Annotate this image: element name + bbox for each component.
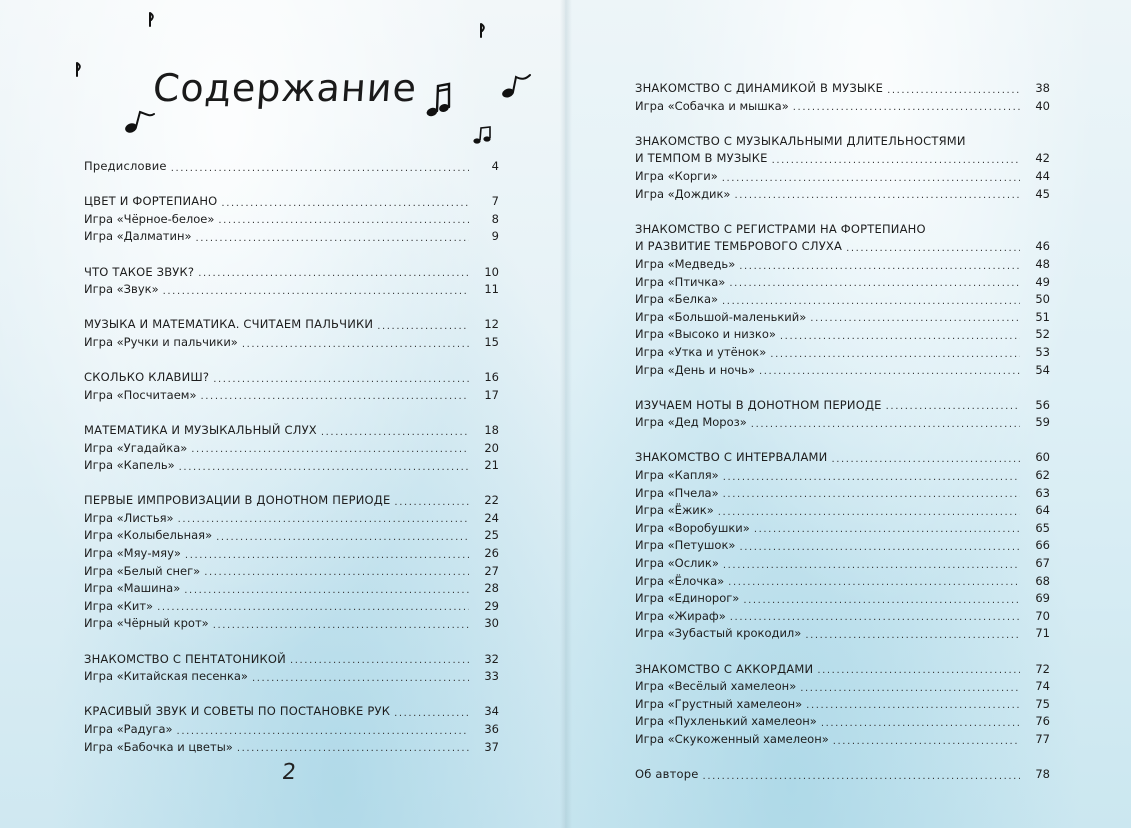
toc-section-row[interactable] xyxy=(635,238,1050,256)
toc-page-number: 22 xyxy=(484,493,499,508)
toc-page-number: 66 xyxy=(1035,538,1050,553)
toc-page-number: 21 xyxy=(484,458,499,473)
toc-item-label: Игра «Бабочка и цветы» xyxy=(84,739,233,754)
toc-item-row[interactable] xyxy=(84,545,499,563)
toc-page-number: 56 xyxy=(1035,397,1050,412)
dot-leader xyxy=(772,150,1020,168)
toc-page-number: 52 xyxy=(1035,327,1050,342)
dot-leader xyxy=(394,703,469,721)
toc-item-row[interactable] xyxy=(84,281,499,299)
eighth-note-icon xyxy=(474,22,492,42)
toc-section-label: И РАЗВИТИЕ ТЕМБРОВОГО СЛУХА xyxy=(635,239,843,254)
toc-item-row[interactable] xyxy=(635,256,1050,274)
toc-item-row[interactable] xyxy=(635,362,1050,380)
toc-page-number: 40 xyxy=(1035,98,1050,113)
dot-leader xyxy=(817,661,1020,679)
toc-page-number: 62 xyxy=(1035,468,1050,483)
toc-section-row[interactable] xyxy=(84,492,499,510)
toc-section-label: Об авторе xyxy=(635,767,699,782)
toc-page-number: 44 xyxy=(1035,168,1050,183)
beamed-notes-icon xyxy=(472,124,494,146)
toc-item-label: Игра «Пухленький хамелеон» xyxy=(635,714,817,729)
toc-spacer xyxy=(635,432,1050,450)
toc-item-row[interactable] xyxy=(635,573,1050,591)
toc-item-label: Игра «Кит» xyxy=(84,598,154,613)
dot-leader xyxy=(793,98,1020,116)
toc-item-label: Игра «Утка и утёнок» xyxy=(635,344,767,359)
toc-item-label: Игра «Ослик» xyxy=(635,556,719,571)
toc-page-number: 29 xyxy=(484,598,499,613)
dot-leader xyxy=(751,414,1020,432)
toc-item-row[interactable] xyxy=(84,615,499,633)
toc-page-number: 69 xyxy=(1035,591,1050,606)
dot-leader xyxy=(821,713,1020,731)
toc-item-row[interactable] xyxy=(635,168,1050,186)
toc-section-row[interactable] xyxy=(635,449,1050,467)
toc-section-row[interactable] xyxy=(84,369,499,387)
toc-item-label: Игра «Скукоженный хамелеон» xyxy=(635,731,829,746)
toc-item-row[interactable] xyxy=(84,334,499,352)
dot-leader xyxy=(394,492,469,510)
toc-item-label: Игра «Угадайка» xyxy=(84,440,188,455)
dot-leader xyxy=(770,344,1020,362)
toc-item-row[interactable] xyxy=(635,502,1050,520)
dot-leader xyxy=(723,467,1020,485)
dot-leader xyxy=(739,537,1020,555)
toc-page-number: 75 xyxy=(1035,696,1050,711)
toc-page-number: 74 xyxy=(1035,679,1050,694)
toc-section-heading: ЗНАКОМСТВО С РЕГИСТРАМИ НА ФОРТЕПИАНО xyxy=(635,221,926,236)
toc-item-label: Игра «Корги» xyxy=(635,168,718,183)
toc-item-label: Игра «Чёрное-белое» xyxy=(84,211,215,226)
toc-item-row[interactable] xyxy=(84,739,499,757)
toc-item-label: Игра «Мяу-мяу» xyxy=(84,546,181,561)
toc-item-row[interactable] xyxy=(635,537,1050,555)
toc-item-row[interactable] xyxy=(635,485,1050,503)
dot-leader xyxy=(886,397,1020,415)
dot-leader xyxy=(723,555,1020,573)
toc-section-label: Предисловие xyxy=(84,159,167,173)
toc-page-number: 49 xyxy=(1035,274,1050,289)
toc-spacer xyxy=(84,475,499,493)
dot-leader xyxy=(321,422,469,440)
toc-page-number: 54 xyxy=(1035,362,1050,377)
right-table-of-contents xyxy=(635,80,1050,784)
toc-item-row[interactable] xyxy=(635,467,1050,485)
toc-page-number: 37 xyxy=(484,739,499,754)
dot-leader xyxy=(728,573,1020,591)
toc-item-label: Игра «Белый снег» xyxy=(84,563,201,578)
toc-spacer xyxy=(635,643,1050,661)
eighth-note-icon xyxy=(142,10,162,32)
toc-page-number: 8 xyxy=(491,211,499,226)
toc-section-label: МАТЕМАТИКА И МУЗЫКАЛЬНЫЙ СЛУХ xyxy=(84,422,317,437)
toc-item-row[interactable] xyxy=(635,291,1050,309)
toc-spacer xyxy=(84,686,499,704)
toc-section-label: ЗНАКОМСТВО С ИНТЕРВАЛАМИ xyxy=(635,450,828,465)
toc-item-label: Игра «Высоко и низко» xyxy=(635,327,776,342)
eighth-note-icon xyxy=(500,72,532,100)
toc-page-number: 32 xyxy=(484,651,499,666)
toc-page-number: 50 xyxy=(1035,292,1050,307)
toc-page-number: 68 xyxy=(1035,573,1050,588)
toc-page-number: 24 xyxy=(484,510,499,525)
toc-spacer xyxy=(635,115,1050,133)
toc-item-row[interactable] xyxy=(635,713,1050,731)
toc-item-label: Игра «Ёжик» xyxy=(635,503,714,518)
dot-leader xyxy=(177,721,469,739)
toc-section-row[interactable] xyxy=(84,158,499,176)
dot-leader xyxy=(377,316,469,334)
toc-item-row[interactable] xyxy=(84,211,499,229)
toc-item-label: Игра «Далматин» xyxy=(84,229,192,244)
toc-page-number: 78 xyxy=(1035,767,1050,782)
dot-leader xyxy=(171,158,469,176)
dot-leader xyxy=(703,766,1020,784)
toc-section-label: ЦВЕТ И ФОРТЕПИАНО xyxy=(84,194,218,209)
dot-leader xyxy=(184,580,469,598)
toc-page-number: 20 xyxy=(484,440,499,455)
toc-section-row[interactable] xyxy=(635,661,1050,679)
toc-spacer xyxy=(635,379,1050,397)
right-page xyxy=(565,0,1131,828)
toc-item-label: Игра «Капель» xyxy=(84,458,175,473)
toc-item-label: Игра «Дождик» xyxy=(635,186,731,201)
toc-section-row[interactable] xyxy=(84,264,499,282)
toc-section-row[interactable] xyxy=(84,316,499,334)
toc-section-label: И ТЕМПОМ В МУЗЫКЕ xyxy=(635,151,768,166)
toc-item-row[interactable] xyxy=(84,510,499,528)
toc-section-label: ПЕРВЫЕ ИМПРОВИЗАЦИИ В ДОНОТНОМ ПЕРИОДЕ xyxy=(84,493,391,508)
dot-leader xyxy=(743,590,1020,608)
toc-page-number: 30 xyxy=(484,616,499,631)
toc-page-number: 46 xyxy=(1035,239,1050,254)
toc-section-heading: ЗНАКОМСТВО С МУЗЫКАЛЬНЫМИ ДЛИТЕЛЬНОСТЯМИ xyxy=(635,133,966,148)
toc-page-number: 17 xyxy=(484,387,499,402)
toc-page-number: 77 xyxy=(1035,731,1050,746)
dot-leader xyxy=(252,668,469,686)
toc-page-number: 67 xyxy=(1035,556,1050,571)
dot-leader xyxy=(204,563,469,581)
dot-leader xyxy=(179,457,469,475)
dot-leader xyxy=(729,274,1020,292)
toc-item-row[interactable] xyxy=(635,309,1050,327)
toc-section-label: ЗНАКОМСТВО С АККОРДАМИ xyxy=(635,661,814,676)
toc-item-row[interactable] xyxy=(635,414,1050,432)
toc-page-number: 48 xyxy=(1035,256,1050,271)
toc-page-number: 38 xyxy=(1035,81,1050,95)
toc-page-number: 15 xyxy=(484,334,499,349)
dot-leader xyxy=(201,387,470,405)
toc-item-label: Игра «Ручки и пальчики» xyxy=(84,334,238,349)
toc-item-label: Игра «Единорог» xyxy=(635,591,740,606)
dot-leader xyxy=(754,520,1020,538)
toc-page-number: 11 xyxy=(484,282,499,297)
toc-section-row[interactable] xyxy=(635,80,1050,98)
toc-spacer xyxy=(84,633,499,651)
toc-page-number: 4 xyxy=(491,159,499,173)
toc-item-label: Игра «Собачка и мышка» xyxy=(635,98,789,113)
toc-section-row[interactable] xyxy=(84,422,499,440)
toc-item-row[interactable] xyxy=(84,721,499,739)
dot-leader xyxy=(718,502,1020,520)
dot-leader xyxy=(800,678,1020,696)
dot-leader xyxy=(242,334,469,352)
toc-page-number: 7 xyxy=(491,194,499,209)
dot-leader xyxy=(178,510,469,528)
page-number: 2 xyxy=(280,760,298,785)
toc-item-label: Игра «Дед Мороз» xyxy=(635,415,747,430)
toc-item-row[interactable] xyxy=(635,731,1050,749)
toc-section-label: ЧТО ТАКОЕ ЗВУК? xyxy=(84,264,195,279)
dot-leader xyxy=(734,186,1020,204)
toc-item-label: Игра «Зубастый крокодил» xyxy=(635,626,802,641)
toc-item-label: Игра «Большой-маленький» xyxy=(635,309,807,324)
toc-section-label: МУЗЫКА И МАТЕМАТИКА. СЧИТАЕМ ПАЛЬЧИКИ xyxy=(84,317,374,332)
toc-item-label: Игра «Весёлый хамелеон» xyxy=(635,679,797,694)
dot-leader xyxy=(221,193,469,211)
toc-page-number: 72 xyxy=(1035,661,1050,676)
toc-item-label: Игра «Звук» xyxy=(84,282,159,297)
toc-section-row[interactable] xyxy=(635,150,1050,168)
toc-spacer xyxy=(84,404,499,422)
toc-page-number: 12 xyxy=(484,317,499,332)
dot-leader xyxy=(163,281,469,299)
left-table-of-contents xyxy=(84,158,499,756)
dot-leader xyxy=(237,739,469,757)
dot-leader xyxy=(157,598,469,616)
toc-item-label: Игра «Белка» xyxy=(635,292,719,307)
toc-item-row[interactable] xyxy=(635,625,1050,643)
toc-page-number: 53 xyxy=(1035,344,1050,359)
toc-item-row[interactable] xyxy=(635,555,1050,573)
toc-page-number: 33 xyxy=(484,669,499,684)
toc-item-label: Игра «Капля» xyxy=(635,468,719,483)
toc-page-number: 45 xyxy=(1035,186,1050,201)
toc-section-row[interactable] xyxy=(84,651,499,669)
toc-section-row[interactable] xyxy=(84,703,499,721)
dot-leader xyxy=(806,696,1020,714)
toc-page-number: 10 xyxy=(484,264,499,279)
dot-leader xyxy=(722,291,1020,309)
toc-item-row[interactable] xyxy=(635,608,1050,626)
toc-spacer xyxy=(635,749,1050,767)
dot-leader xyxy=(759,362,1020,380)
dot-leader xyxy=(810,309,1020,327)
toc-item-row[interactable] xyxy=(635,344,1050,362)
toc-spacer xyxy=(84,299,499,317)
toc-page-number: 28 xyxy=(484,581,499,596)
beamed-notes-icon xyxy=(424,80,454,120)
toc-page-number: 70 xyxy=(1035,608,1050,623)
book-gutter xyxy=(560,0,572,828)
toc-item-label: Игра «Воробушки» xyxy=(635,520,750,535)
toc-item-row[interactable] xyxy=(84,580,499,598)
toc-page-number: 26 xyxy=(484,546,499,561)
dot-leader xyxy=(730,608,1020,626)
dot-leader xyxy=(196,228,469,246)
toc-page-number: 63 xyxy=(1035,485,1050,500)
toc-item-label: Игра «Пчела» xyxy=(635,485,719,500)
toc-section-row[interactable] xyxy=(635,397,1050,415)
toc-page-number: 42 xyxy=(1035,151,1050,166)
toc-spacer xyxy=(635,203,1050,221)
toc-item-row[interactable] xyxy=(84,527,499,545)
toc-section-label: СКОЛЬКО КЛАВИШ? xyxy=(84,370,210,385)
toc-item-label: Игра «Листья» xyxy=(84,510,174,525)
dot-leader xyxy=(805,625,1020,643)
page-title: Содержание xyxy=(151,66,419,110)
toc-item-label: Игра «Китайская песенка» xyxy=(84,669,248,684)
toc-item-label: Игра «Петушок» xyxy=(635,538,736,553)
toc-page-number: 65 xyxy=(1035,520,1050,535)
toc-page-number: 76 xyxy=(1035,714,1050,729)
dot-leader xyxy=(833,731,1020,749)
toc-item-row[interactable] xyxy=(635,678,1050,696)
toc-spacer xyxy=(84,246,499,264)
dot-leader xyxy=(213,615,469,633)
toc-item-row[interactable] xyxy=(84,440,499,458)
toc-item-row[interactable] xyxy=(635,274,1050,292)
dot-leader xyxy=(723,485,1020,503)
eighth-note-icon xyxy=(122,108,158,136)
toc-item-row[interactable] xyxy=(84,228,499,246)
dot-leader xyxy=(739,256,1020,274)
dot-leader xyxy=(290,651,469,669)
toc-item-label: Игра «Машина» xyxy=(84,581,181,596)
toc-page-number: 27 xyxy=(484,563,499,578)
toc-page-number: 9 xyxy=(491,229,499,244)
dot-leader xyxy=(846,238,1020,256)
toc-item-label: Игра «Грустный хамелеон» xyxy=(635,696,803,711)
toc-section-label: ЗНАКОМСТВО С ПЕНТАТОНИКОЙ xyxy=(84,651,286,666)
toc-item-label: Игра «Птичка» xyxy=(635,274,726,289)
toc-page-number: 59 xyxy=(1035,415,1050,430)
toc-item-row[interactable] xyxy=(635,590,1050,608)
toc-item-row[interactable] xyxy=(84,387,499,405)
toc-page-number: 18 xyxy=(484,422,499,437)
toc-spacer xyxy=(84,352,499,370)
toc-page-number: 36 xyxy=(484,722,499,736)
dot-leader xyxy=(722,168,1020,186)
toc-page-number: 34 xyxy=(484,704,499,719)
toc-item-label: Игра «Медведь» xyxy=(635,256,736,271)
dot-leader xyxy=(191,440,469,458)
dot-leader xyxy=(213,369,469,387)
toc-item-row[interactable] xyxy=(635,696,1050,714)
dot-leader xyxy=(780,326,1020,344)
toc-item-row[interactable] xyxy=(635,186,1050,204)
dot-leader xyxy=(218,211,469,229)
toc-item-row[interactable] xyxy=(84,598,499,616)
toc-section-row[interactable] xyxy=(635,766,1050,784)
dot-leader xyxy=(185,545,469,563)
toc-item-label: Игра «Радуга» xyxy=(84,722,173,736)
dot-leader xyxy=(198,264,469,282)
toc-section-label: ИЗУЧАЕМ НОТЫ В ДОНОТНОМ ПЕРИОДЕ xyxy=(635,397,882,412)
eighth-note-icon xyxy=(70,60,88,82)
toc-item-label: Игра «Посчитаем» xyxy=(84,387,197,402)
toc-item-label: Игра «Колыбельная» xyxy=(84,528,213,543)
dot-leader xyxy=(831,449,1020,467)
toc-item-row[interactable] xyxy=(84,668,499,686)
toc-item-label: Игра «День и ночь» xyxy=(635,362,755,377)
toc-page-number: 60 xyxy=(1035,450,1050,465)
toc-item-label: Игра «Жираф» xyxy=(635,608,726,623)
toc-item-row[interactable] xyxy=(635,98,1050,116)
toc-page-number: 16 xyxy=(484,370,499,385)
toc-page-number: 71 xyxy=(1035,626,1050,641)
toc-item-row[interactable] xyxy=(635,520,1050,538)
toc-section-label: КРАСИВЫЙ ЗВУК И СОВЕТЫ ПО ПОСТАНОВКЕ РУК xyxy=(84,704,391,719)
dot-leader xyxy=(216,527,469,545)
toc-section-label: ЗНАКОМСТВО С ДИНАМИКОЙ В МУЗЫКЕ xyxy=(635,81,884,95)
toc-item-row[interactable] xyxy=(84,563,499,581)
toc-spacer xyxy=(84,176,499,194)
toc-page-number: 51 xyxy=(1035,309,1050,324)
dot-leader xyxy=(887,80,1020,98)
toc-page-number: 64 xyxy=(1035,503,1050,518)
toc-item-row[interactable] xyxy=(84,457,499,475)
toc-item-label: Игра «Чёрный крот» xyxy=(84,616,209,631)
toc-page-number: 25 xyxy=(484,528,499,543)
toc-section-row[interactable] xyxy=(84,193,499,211)
toc-item-label: Игра «Ёлочка» xyxy=(635,573,725,588)
toc-item-row[interactable] xyxy=(635,326,1050,344)
